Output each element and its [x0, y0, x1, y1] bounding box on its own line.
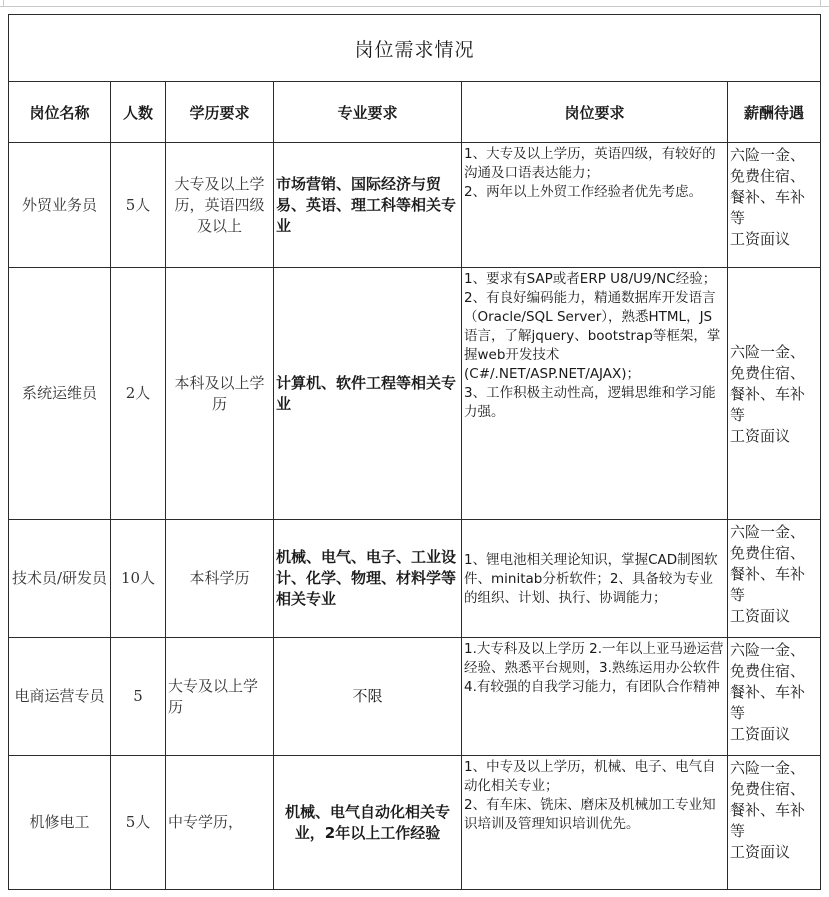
job-requirements: 1、要求有SAP或者ERP U8/U9/NC经验； 2、有良好编码能力，精通数据库开发语言（Oracle/SQL Server），熟悉HTML，JS语言，了解jquery、bootstrap等框架，掌握web开发技术(C#/.NET/ASP.NET/AJAX)； 3、工作积极主动性高，逻辑思维和学习能力强。: [462, 268, 728, 520]
pay-text: 工资面议: [730, 843, 791, 861]
major-requirement: 机械、电气、电子、工业设计、化学、物理、材料学等相关专业: [274, 520, 462, 638]
major-requirement: 市场营销、国际经济与贸易、英语、理工科等相关专业: [274, 143, 462, 268]
benefits-text: 六险一金、免费住宿、餐补、车补等: [730, 641, 806, 722]
education-requirement: 大专及以上学历: [166, 638, 274, 756]
pay-text: 工资面议: [730, 230, 791, 248]
salary-benefits: [728, 638, 821, 756]
header-position-name: 岗位名称: [9, 82, 111, 143]
table-row: [9, 268, 821, 520]
job-requirements-table: [8, 14, 821, 890]
major-requirement: 计算机、软件工程等相关专业: [274, 268, 462, 520]
education-requirement: 中专学历，: [166, 756, 274, 890]
header-row: [9, 82, 821, 143]
job-requirements: 1、大专及以上学历，英语四级，有较好的沟通及口语表达能力； 2、两年以上外贸工作经验者优先考虑。: [462, 143, 728, 268]
headcount: 2人: [111, 268, 166, 520]
position-name: 电商运营专员: [9, 638, 111, 756]
headcount: 10人: [111, 520, 166, 638]
education-requirement: 本科学历: [166, 520, 274, 638]
position-name: 机修电工: [9, 756, 111, 890]
table-row: [9, 756, 821, 890]
left-corner-mark: [3, 0, 4, 7]
benefits-text: 六险一金、免费住宿、餐补、车补等: [730, 759, 806, 840]
header-salary: 薪酬待遇: [728, 82, 821, 143]
table-row: [9, 143, 821, 268]
position-name: 外贸业务员: [9, 143, 111, 268]
job-requirements: 1、中专及以上学历，机械、电子、电气自动化相关专业； 2、有车床、铣床、磨床及机械加工专业知识培训及管理知识培训优先。: [462, 756, 728, 890]
major-requirement: 机械、电气自动化相关专业，2年以上工作经验: [274, 756, 462, 890]
pay-text: 工资面议: [730, 607, 791, 625]
salary-benefits: [728, 143, 821, 268]
pay-text: 工资面议: [730, 426, 791, 445]
major-requirement: 不限: [274, 638, 462, 756]
salary-benefits: [728, 520, 821, 638]
top-border-line: [0, 6, 829, 7]
headcount: 5人: [111, 756, 166, 890]
right-corner-mark: [820, 0, 821, 7]
job-requirements: 1.大专科及以上学历 2.一年以上亚马逊运营经验、熟悉平台规则，3.熟练运用办公软件 4.有较强的自我学习能力，有团队合作精神: [462, 638, 728, 756]
benefits-text: 六险一金、免费住宿、餐补、车补等: [730, 342, 806, 424]
education-requirement: 本科及以上学历: [166, 268, 274, 520]
salary-benefits: [728, 756, 821, 890]
position-name: 系统运维员: [9, 268, 111, 520]
title-row: [9, 15, 821, 82]
benefits-text: 六险一金、免费住宿、餐补、车补等: [730, 523, 806, 604]
job-requirements: 1、锂电池相关理论知识，掌握CAD制图软件、minitab分析软件；2、具备较为专业的组织、计划、执行、协调能力；: [462, 520, 728, 638]
salary-benefits: [728, 268, 821, 520]
benefits-text: 六险一金、免费住宿、餐补、车补等: [730, 146, 806, 227]
table-row: [9, 638, 821, 756]
header-requirements: 岗位要求: [462, 82, 728, 143]
table-row: [9, 520, 821, 638]
headcount: 5人: [111, 143, 166, 268]
header-headcount: 人数: [111, 82, 166, 143]
header-major: 专业要求: [274, 82, 462, 143]
table-title: 岗位需求情况: [9, 15, 821, 82]
position-name: 技术员/研发员: [9, 520, 111, 638]
education-requirement: 大专及以上学历，英语四级及以上: [166, 143, 274, 268]
headcount: 5: [111, 638, 166, 756]
pay-text: 工资面议: [730, 725, 791, 743]
header-education: 学历要求: [166, 82, 274, 143]
